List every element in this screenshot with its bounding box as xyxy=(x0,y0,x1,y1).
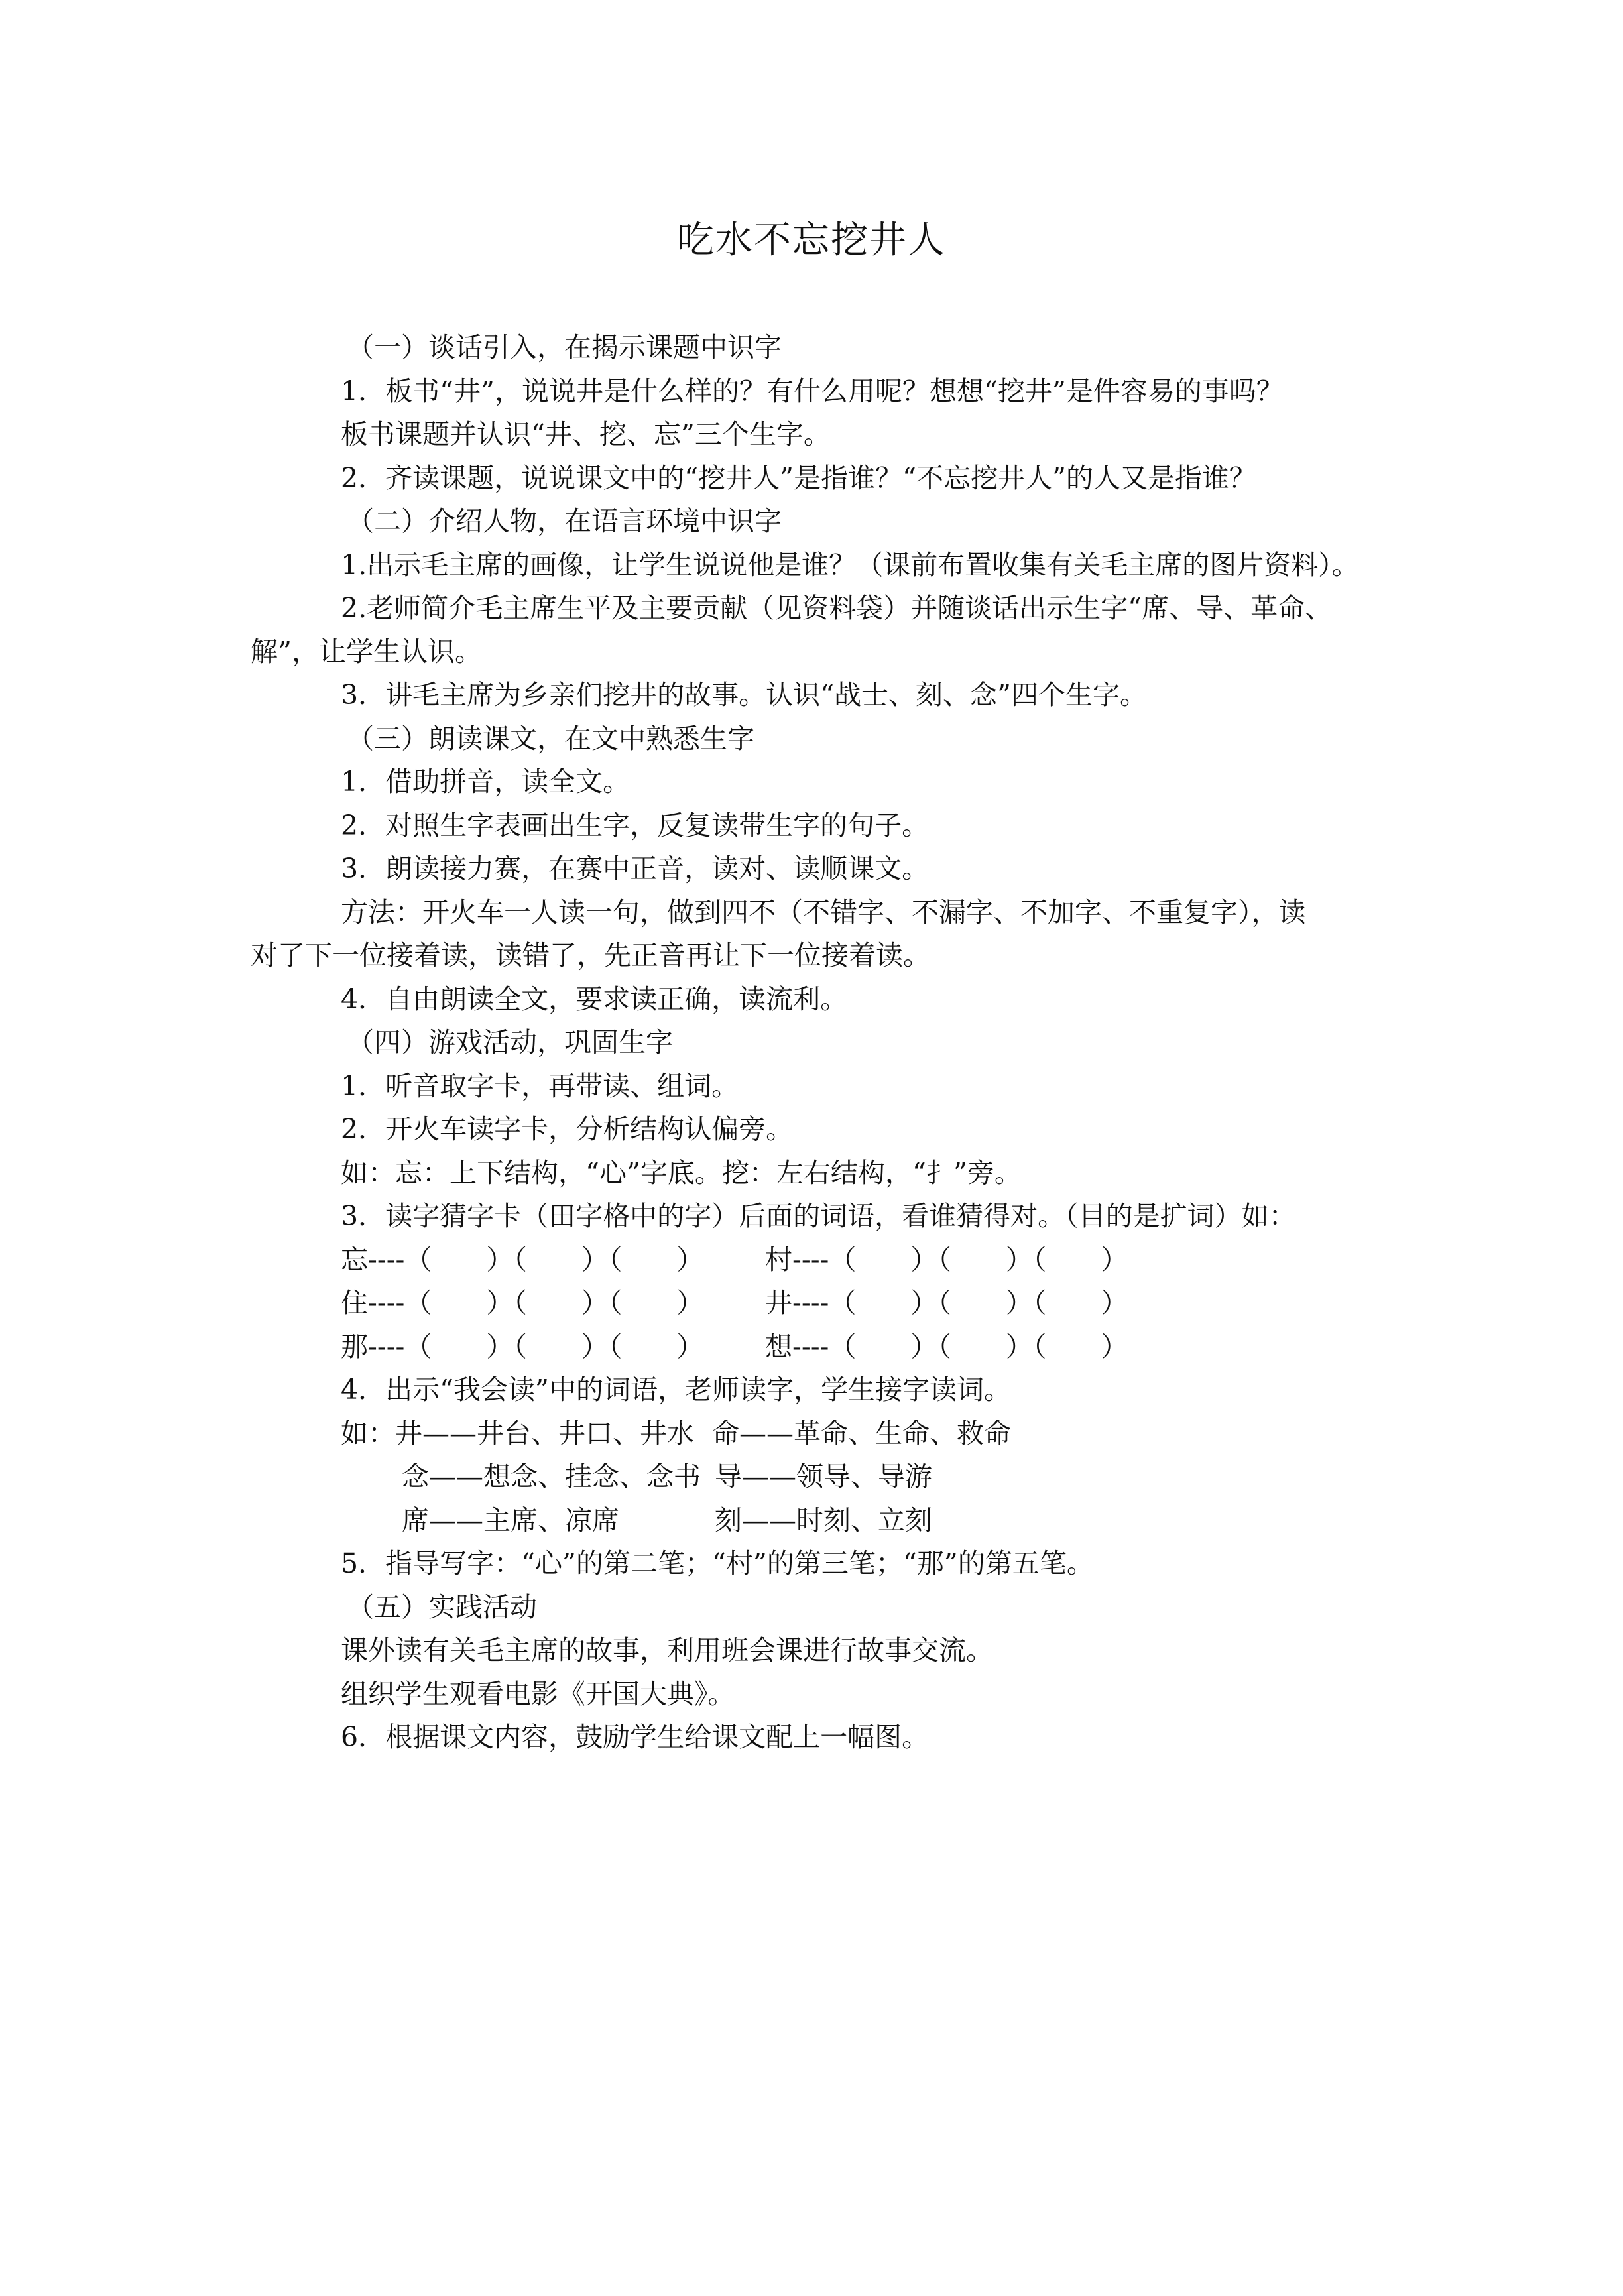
section-heading-2: （二）介绍人物，在语言环境中识字 xyxy=(347,505,782,537)
paragraph: 2．开火车读字卡，分析结构认偏旁。 xyxy=(341,1113,794,1145)
word-group: 席——主席、凉席 xyxy=(402,1504,619,1536)
paragraph: 板书课题并认识“井、挖、忘”三个生字。 xyxy=(341,418,831,450)
paragraph: 组织学生观看电影《开国大典》。 xyxy=(341,1677,735,1710)
blank-item: 忘----（ ）（ ）（ ） xyxy=(341,1243,704,1276)
paragraph: 2．对照生字表画出生字，反复读带生字的句子。 xyxy=(341,809,930,841)
blank-item: 村----（ ）（ ）（ ） xyxy=(765,1243,1128,1276)
paragraph: 方法：开火车一人读一句，做到四不（不错字、不漏字、不加字、不重复字），读 xyxy=(341,896,1306,928)
paragraph: 3．朗读接力赛，在赛中正音，读对、读顺课文。 xyxy=(341,853,930,884)
paragraph-continuation: 解”，让学生认识。 xyxy=(251,635,482,668)
word-row xyxy=(251,1412,1431,1456)
paragraph: 1．板书“井”，说说井是什么样的？有什么用呢？想想“挖井”是件容易的事吗？ xyxy=(341,375,1284,407)
paragraph: 3．讲毛主席为乡亲们挖井的故事。认识“战士、刻、念”四个生字。 xyxy=(341,679,1148,711)
word-row xyxy=(251,1455,1431,1499)
blank-row xyxy=(251,1325,1431,1369)
word-group: 念——想念、挂念、念书 xyxy=(402,1461,701,1492)
word-group: 命——革命、生命、救命 xyxy=(712,1417,1011,1449)
word-group: 如：井——井台、井口、井水 xyxy=(341,1417,694,1449)
section-heading-4: （四）游戏活动，巩固生字 xyxy=(347,1026,673,1058)
blank-item: 井----（ ）（ ）（ ） xyxy=(765,1287,1128,1319)
paragraph: 3．读字猜字卡（田字格中的字）后面的词语，看谁猜得对。（目的是扩词）如： xyxy=(341,1200,1296,1232)
section-heading-1: （一）谈话引入，在揭示课题中识字 xyxy=(347,332,782,363)
paragraph: 2．齐读课题，说说课文中的“挖井人”是指谁？“不忘挖井人”的人又是指谁？ xyxy=(341,461,1256,494)
paragraph-continuation: 对了下一位接着读，读错了，先正音再让下一位接着读。 xyxy=(251,939,930,971)
paragraph: 如：忘：上下结构，“心”字底。挖：左右结构，“扌”旁。 xyxy=(341,1156,1022,1189)
blank-row xyxy=(251,1239,1431,1282)
paragraph: 5．指导写字：“心”的第二笔；“村”的第三笔；“那”的第五笔。 xyxy=(341,1547,1094,1579)
blank-item: 住----（ ）（ ）（ ） xyxy=(341,1287,704,1319)
word-group: 导——领导、导游 xyxy=(715,1461,932,1492)
paragraph: 4．出示“我会读”中的词语，老师读字，学生接字读词。 xyxy=(341,1374,1012,1406)
document-body xyxy=(251,326,1431,1760)
blank-item: 想----（ ）（ ）（ ） xyxy=(765,1330,1128,1362)
word-row xyxy=(251,1499,1431,1543)
section-heading-5: （五）实践活动 xyxy=(347,1591,537,1623)
paragraph: 1．借助拼音，读全文。 xyxy=(341,766,631,798)
blank-item: 那----（ ）（ ）（ ） xyxy=(341,1330,704,1362)
paragraph: 4．自由朗读全文，要求读正确，读流利。 xyxy=(341,983,848,1015)
page-title: 吃水不忘挖井人 xyxy=(677,219,946,262)
paragraph: 1．听音取字卡，再带读、组词。 xyxy=(341,1069,739,1102)
blank-row xyxy=(251,1282,1431,1325)
paragraph: 1.出示毛主席的画像，让学生说说他是谁？（课前布置收集有关毛主席的图片资料）。 xyxy=(341,548,1359,581)
paragraph: 2.老师简介毛主席生平及主要贡献（见资料袋）并随谈话出示生字“席、导、革命、 xyxy=(341,592,1333,624)
paragraph: 课外读有关毛主席的故事，利用班会课进行故事交流。 xyxy=(341,1634,993,1666)
word-group: 刻——时刻、立刻 xyxy=(715,1504,932,1536)
section-heading-3: （三）朗读课文，在文中熟悉生字 xyxy=(347,722,754,755)
paragraph: 6．根据课文内容，鼓励学生给课文配上一幅图。 xyxy=(341,1721,930,1753)
